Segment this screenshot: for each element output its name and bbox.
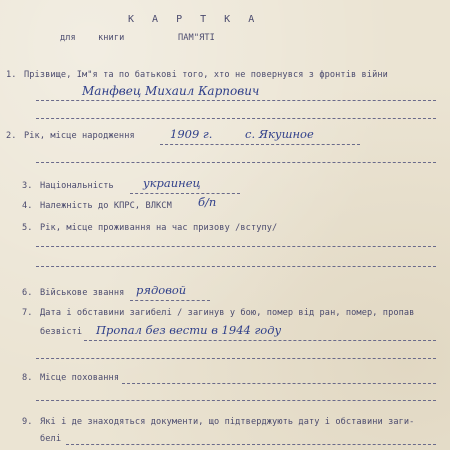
field-2-place: с. Якушное xyxy=(245,127,314,141)
field-9-number: 9. xyxy=(22,417,33,427)
field-9-line xyxy=(66,444,436,445)
field-2-label: Рік, місце народження xyxy=(24,131,135,141)
field-8-line-2 xyxy=(36,400,436,401)
field-7-value: Пропал без вести в 1944 году xyxy=(96,323,282,337)
subtitle-book: книги xyxy=(98,33,125,43)
field-5-line-2 xyxy=(36,266,436,267)
field-7-label: Дата і обставини загибелі / загинув у бою, помер від ран, помер, пропав xyxy=(40,308,415,318)
field-2-line-2 xyxy=(36,162,436,163)
field-9-label-continued: белі xyxy=(40,434,62,444)
field-3-label: Національність xyxy=(40,181,114,191)
field-6-number: 6. xyxy=(22,288,33,298)
field-5-line-1 xyxy=(36,246,436,247)
field-7-label-continued: безвісті xyxy=(40,327,83,337)
field-2-line-1 xyxy=(160,144,360,145)
field-1-value: Манфвец Михаил Карпович xyxy=(82,84,260,98)
subtitle-for: для xyxy=(60,33,76,43)
field-3-number: 3. xyxy=(22,181,33,191)
field-4-number: 4. xyxy=(22,201,33,211)
field-2-number: 2. xyxy=(6,131,17,141)
field-7-number: 7. xyxy=(22,308,33,318)
field-5-number: 5. xyxy=(22,223,33,233)
field-3-line xyxy=(130,193,240,194)
field-6-line xyxy=(130,300,210,301)
field-7-line-1 xyxy=(84,340,436,341)
field-3-value: украинец xyxy=(143,176,201,190)
field-6-label: Військове звання xyxy=(40,288,125,298)
field-1-line-1 xyxy=(36,100,436,101)
field-4-label: Належність до КПРС, ВЛКСМ xyxy=(40,201,172,211)
field-8-line-1 xyxy=(122,383,436,384)
field-5-label: Рік, місце проживання на час призову /вступу/ xyxy=(40,223,278,233)
field-8-number: 8. xyxy=(22,373,33,383)
field-6-value: рядовой xyxy=(136,283,187,297)
field-9-label: Які і де знаходяться документи, що підтверджують дату і обставини заги- xyxy=(40,417,415,427)
field-1-line-2 xyxy=(36,118,436,119)
field-1-label: Прізвище, Ім"я та по батькові того, хто не повернувся з фронтів війни xyxy=(24,70,388,80)
field-4-value: б/п xyxy=(198,195,217,209)
field-8-label: Місце поховання xyxy=(40,373,120,383)
subtitle-memory: ПАМ"ЯТІ xyxy=(178,33,215,43)
card-title: К А Р Т К А xyxy=(128,14,261,25)
field-2-year: 1909 г. xyxy=(170,127,213,141)
field-7-line-2 xyxy=(36,358,436,359)
field-1-number: 1. xyxy=(6,70,17,80)
